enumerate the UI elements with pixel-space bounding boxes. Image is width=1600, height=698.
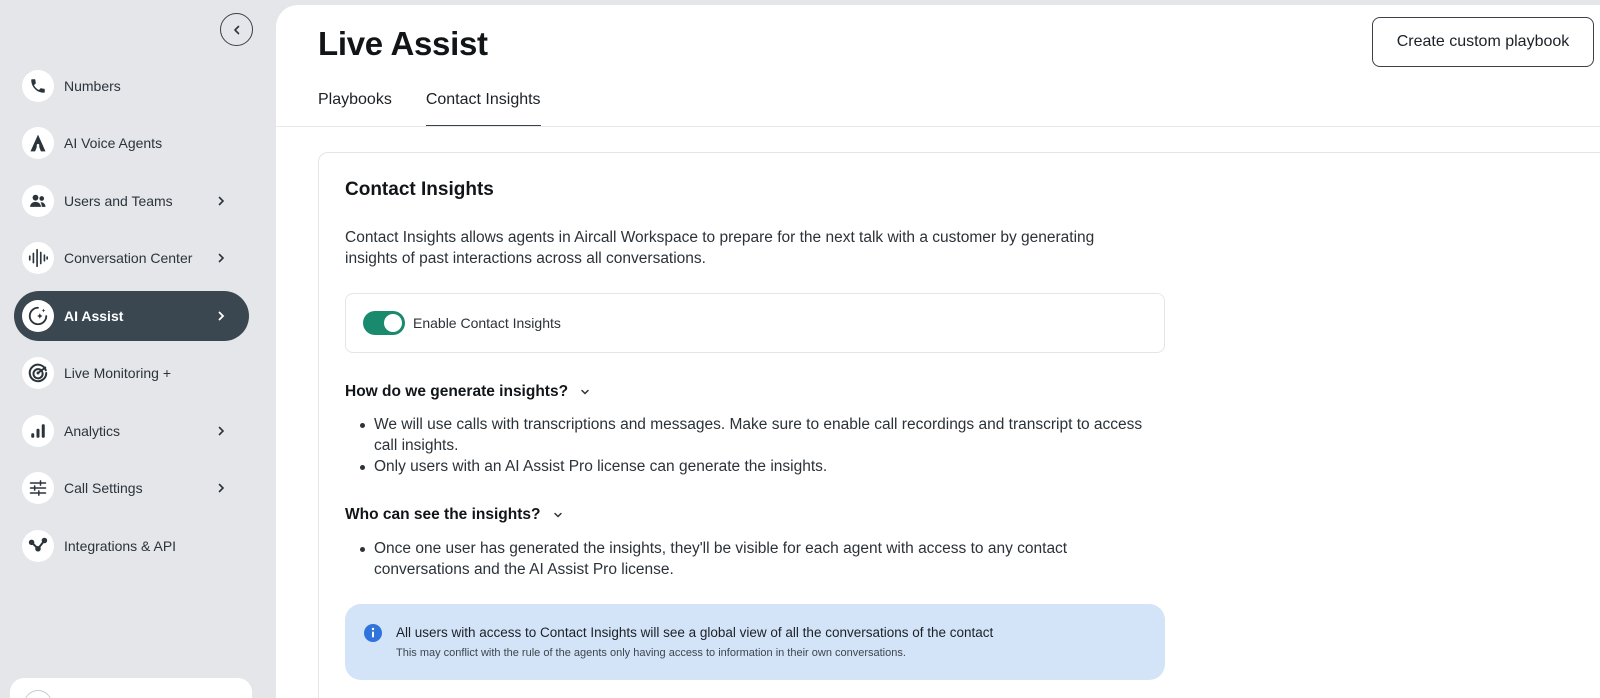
tab-bar [318,85,575,127]
users-icon [22,185,54,217]
toggle-label: Enable Contact Insights [413,315,561,331]
chevron-right-icon [211,311,231,321]
sidebar-item-numbers[interactable] [14,61,249,111]
sidebar-item-label: Analytics [64,423,121,439]
chevron-down-icon [553,510,563,520]
sidebar [0,0,276,698]
sidebar-item-label: Conversation Center [64,250,193,266]
ai-assist-icon [22,300,54,332]
enable-insights-panel [345,293,1165,353]
list-item: Once one user has generated the insights, they'll be visible for each agent with access to any contact conversations and the AI Assist Pro license. [345,538,1165,580]
enable-contact-insights-toggle[interactable] [363,311,405,335]
sidebar-item-label: Integrations & API [64,538,177,554]
sliders-icon [22,472,54,504]
sidebar-item-label: AI Voice Agents [64,135,163,151]
sidebar-item-call-settings[interactable] [14,463,249,513]
sidebar-item-ai-assist[interactable] [14,291,249,341]
sidebar-item-label: AI Assist [64,308,124,324]
collapse-sidebar-button[interactable] [220,13,253,46]
who-can-see-list [345,538,1165,580]
how-generate-list [345,414,1165,477]
list-item: Only users with an AI Assist Pro license can generate the insights. [345,456,1165,477]
main-content [276,5,1600,698]
tabs-divider [276,126,1600,127]
live-monitoring-icon [22,357,54,389]
info-callout [345,604,1165,680]
section-how-generate-insights[interactable] [345,383,590,401]
waveform-icon [22,242,54,274]
section-title: Who can see the insights? [345,506,541,523]
tab-contact-insights[interactable]: Contact Insights [426,85,541,127]
analytics-icon [22,415,54,447]
sidebar-item-integrations-api[interactable] [14,521,249,571]
sidebar-item-label: Numbers [64,78,121,94]
sidebar-item-users-and-teams[interactable] [14,176,249,226]
contact-insights-card [318,152,1600,698]
list-item: We will use calls with transcriptions and messages. Make sure to enable call recordings and transcript to access call insights. [345,414,1165,456]
sidebar-item-label: Call Settings [64,480,143,496]
info-title: All users with access to Contact Insights will see a global view of all the conversations of the contact [396,625,994,640]
chevron-left-icon [231,24,243,36]
chevron-right-icon [211,196,231,206]
card-title: Contact Insights [345,179,494,200]
sidebar-item-label: Live Monitoring + [64,365,172,381]
sidebar-item-label: Users and Teams [64,193,173,209]
avatar[interactable] [24,690,52,698]
section-who-can-see[interactable] [345,506,563,524]
sidebar-item-conversation-center[interactable] [14,233,249,283]
tab-playbooks[interactable]: Playbooks [318,91,392,108]
info-subtitle: This may conflict with the rule of the agents only having access to information in their own conversations. [396,647,906,659]
card-description: Contact Insights allows agents in Aircall Workspace to prepare for the next talk with a customer by generating insights of past interactions across all conversations. [345,229,1095,267]
sidebar-item-analytics[interactable] [14,406,249,456]
integrations-icon [22,530,54,562]
section-title: How do we generate insights? [345,383,569,400]
phone-icon [22,70,54,102]
sidebar-bottom-panel [10,678,252,698]
ai-agent-icon [22,127,54,159]
chevron-right-icon [211,483,231,493]
chevron-right-icon [211,253,231,263]
chevron-right-icon [211,426,231,436]
page-title: Live Assist [318,25,488,62]
chevron-down-icon [580,387,590,397]
sidebar-item-ai-voice-agents[interactable] [14,118,249,168]
info-icon [363,623,383,648]
sidebar-item-live-monitoring[interactable] [14,348,249,398]
create-custom-playbook-button[interactable]: Create custom playbook [1372,17,1594,67]
